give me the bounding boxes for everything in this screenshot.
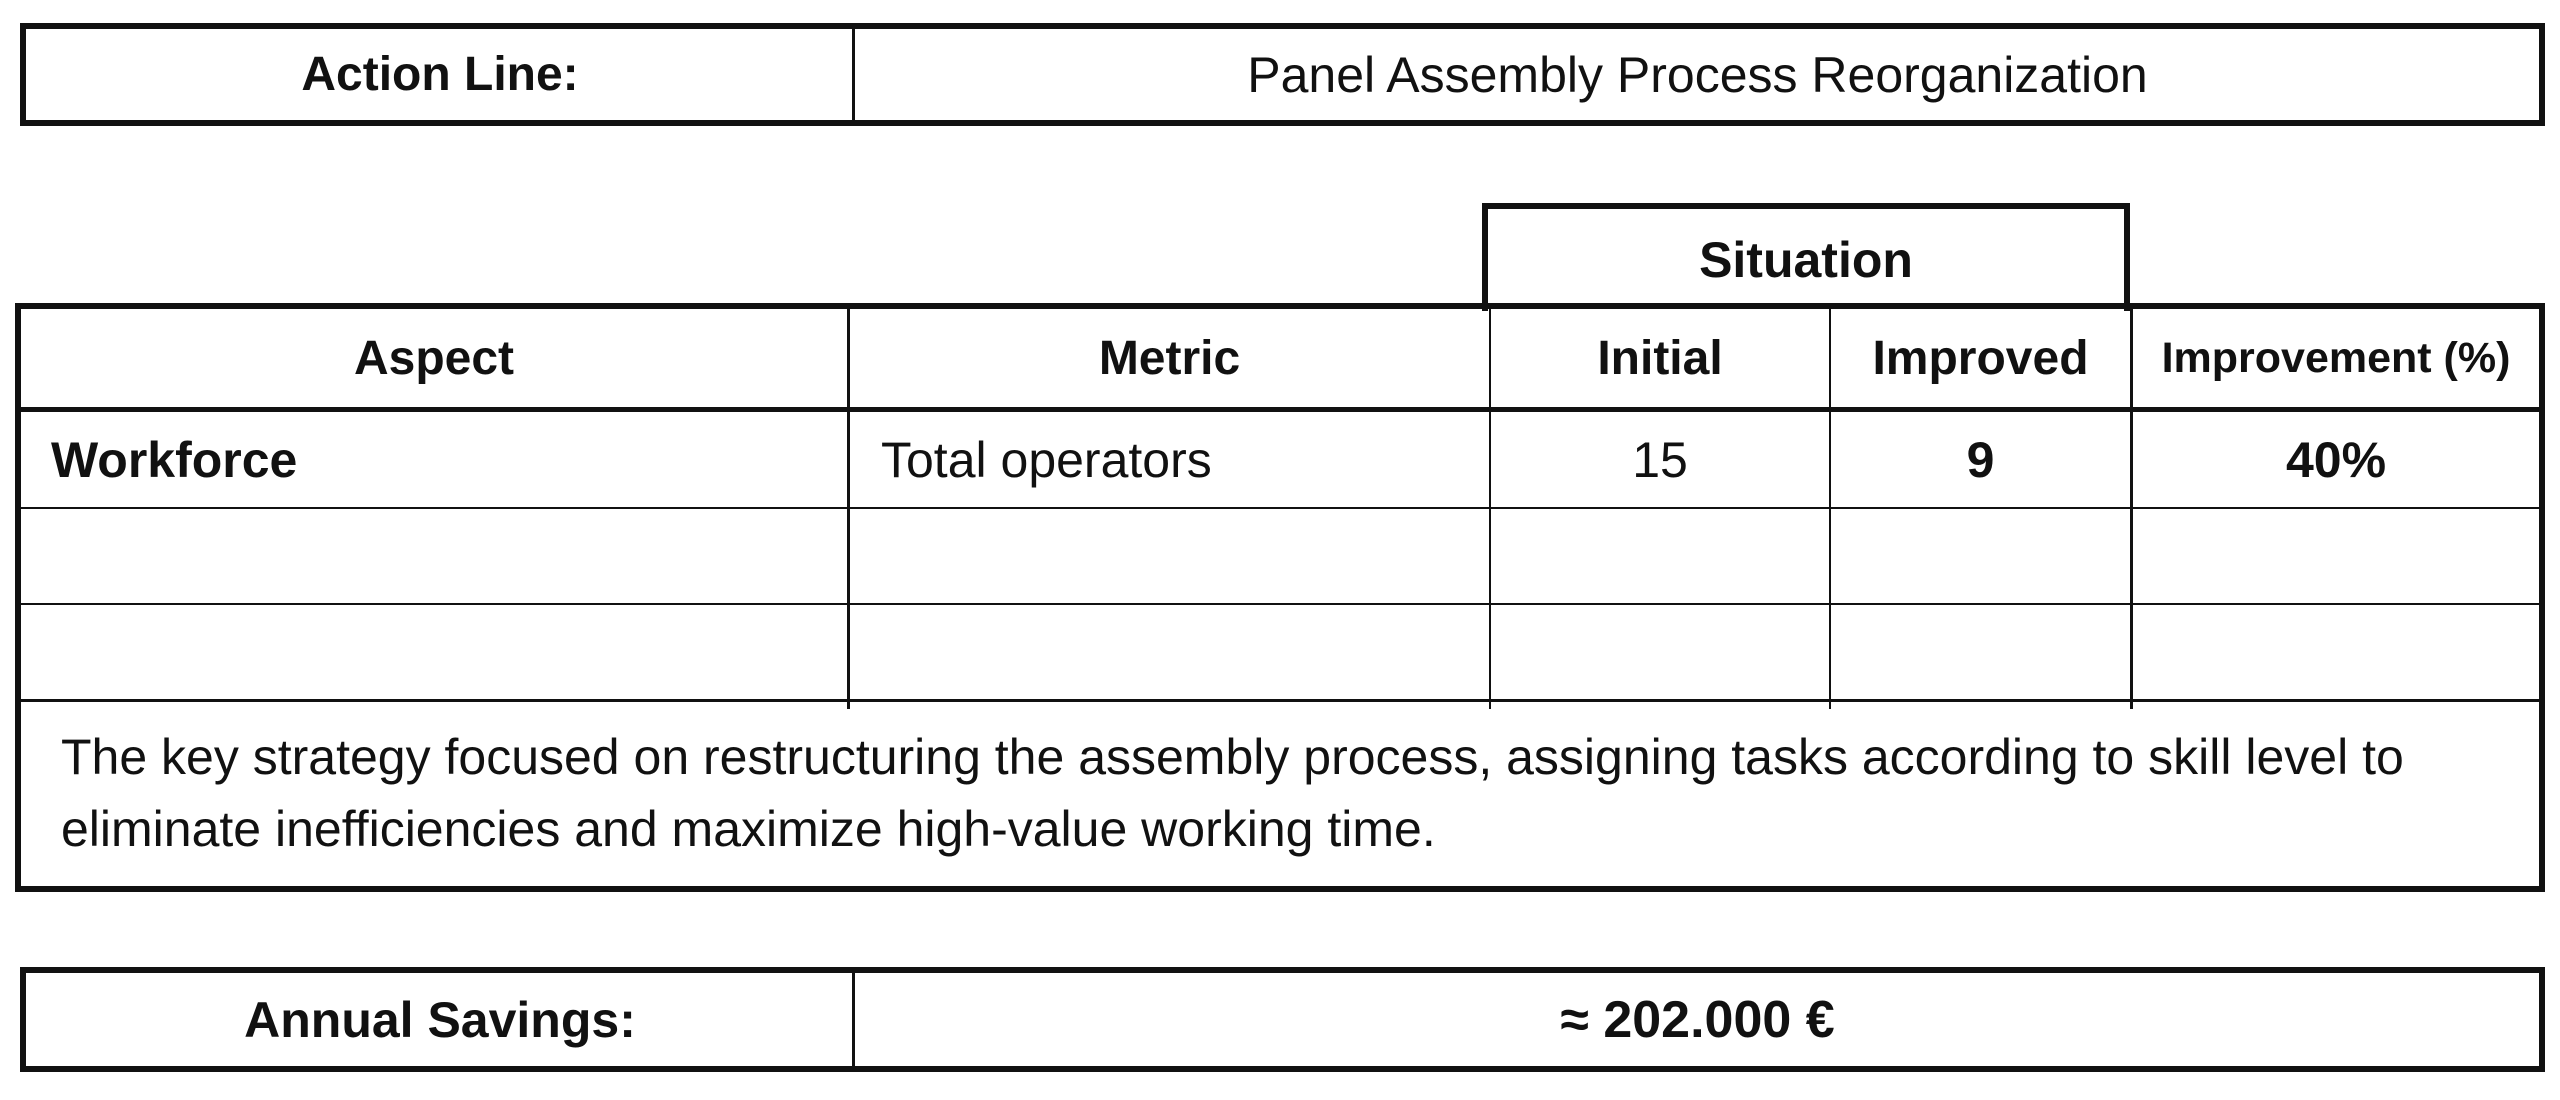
- header-improved: Improved: [1872, 331, 2089, 385]
- situation-header-box: [1482, 203, 2130, 311]
- metrics-table: [15, 303, 2545, 892]
- header-improvement: Improvement (%): [2161, 333, 2511, 382]
- action-line-label: Action Line:: [301, 48, 579, 101]
- action-line-divider: [852, 29, 855, 120]
- strategy-note: The key strategy focused on restructuring the assembly process, assigning tasks according to skill level to eliminate inefficiencies and maximize high-value working time.: [61, 729, 2404, 857]
- row-3-improved: [1831, 605, 2130, 699]
- annual-savings-value: ≈ 202.000 €: [1560, 990, 1835, 1049]
- row-1-improved: 9: [1966, 431, 1995, 488]
- situation-header: Situation: [1699, 232, 1913, 288]
- row-3-aspect: [51, 605, 841, 699]
- row-3-improvement: [2133, 605, 2539, 699]
- row-1-initial: 15: [1632, 431, 1688, 488]
- row-2-metric: [881, 509, 1481, 603]
- row-3-metric: [881, 605, 1481, 699]
- action-line-row: [20, 23, 2545, 126]
- header-initial: Initial: [1597, 331, 1723, 385]
- row-1-improvement: 40%: [2285, 431, 2387, 488]
- header-metric: Metric: [1098, 331, 1241, 385]
- row-2-improvement: [2133, 509, 2539, 603]
- header-aspect: Aspect: [353, 331, 515, 385]
- row-3-initial: [1491, 605, 1829, 699]
- annual-savings-row: [20, 967, 2545, 1072]
- row-2-initial: [1491, 509, 1829, 603]
- row-2-improved: [1831, 509, 2130, 603]
- row-1-metric: Total operators: [881, 431, 1212, 488]
- annual-savings-divider: [852, 973, 855, 1066]
- action-line-value: Panel Assembly Process Reorganization: [1247, 46, 2148, 103]
- row-1-aspect: Workforce: [51, 431, 298, 488]
- annual-savings-label: Annual Savings:: [244, 991, 636, 1048]
- row-2-aspect: [51, 509, 841, 603]
- row-line-3: [21, 699, 2539, 702]
